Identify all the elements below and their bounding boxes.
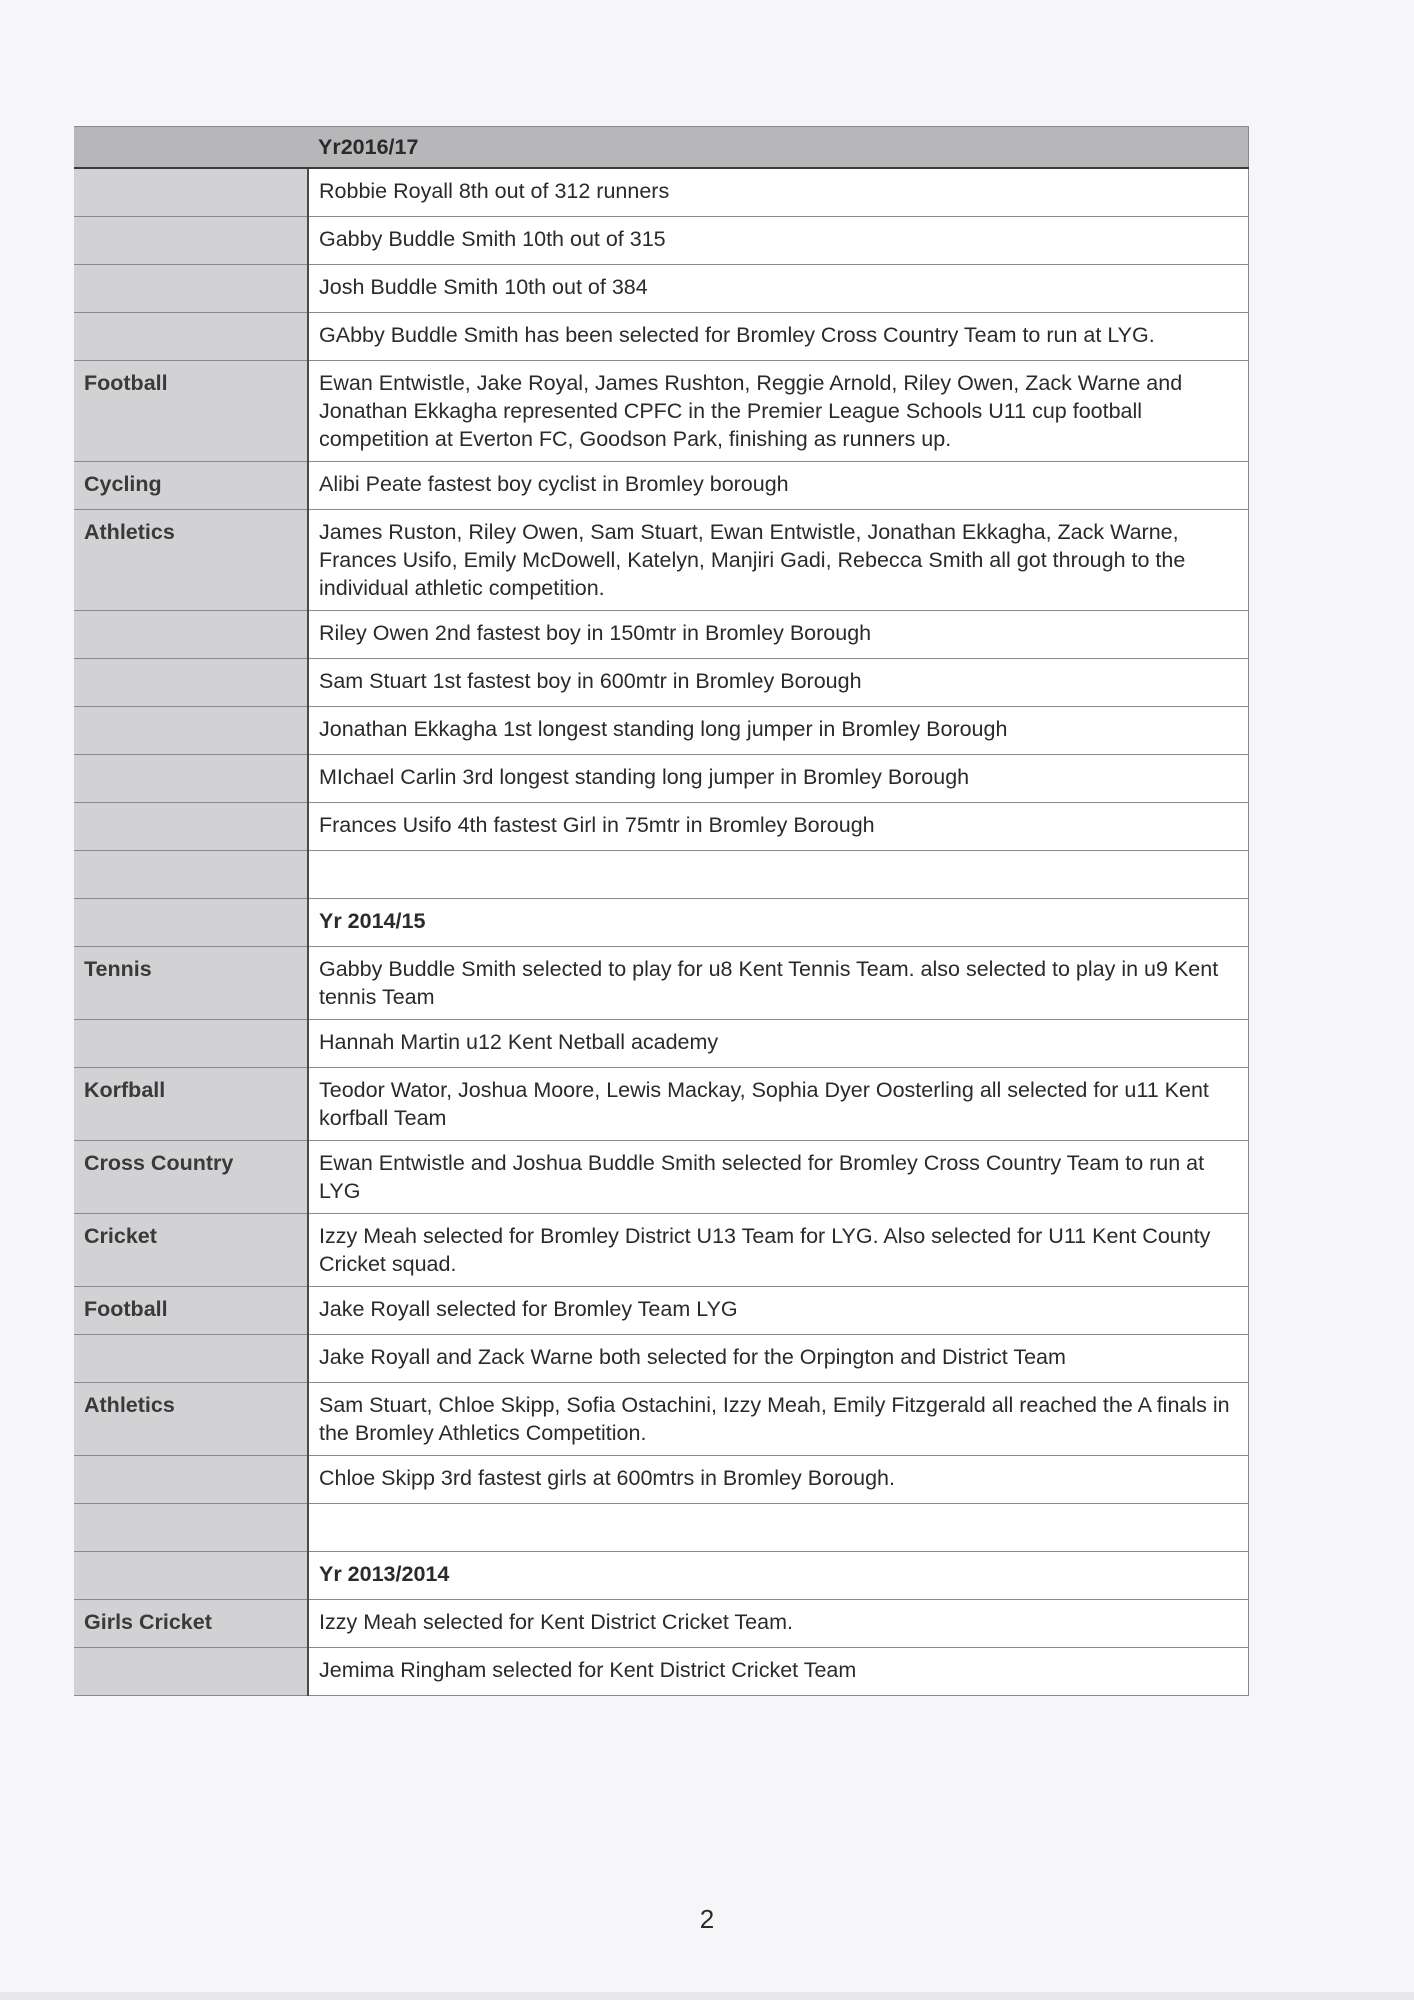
- table-row: [74, 462, 1248, 510]
- category-cell: Tennis: [74, 947, 308, 1020]
- table-row: [74, 265, 1248, 313]
- category-cell: [74, 1456, 308, 1504]
- achievement-cell: Frances Usifo 4th fastest Girl in 75mtr in Bromley Borough: [308, 803, 1248, 851]
- achievement-cell: Jemima Ringham selected for Kent District Cricket Team: [308, 1648, 1248, 1696]
- category-cell: Girls Cricket: [74, 1600, 308, 1648]
- achievement-cell: MIchael Carlin 3rd longest standing long jumper in Bromley Borough: [308, 755, 1248, 803]
- achievement-cell: Izzy Meah selected for Kent District Cricket Team.: [308, 1600, 1248, 1648]
- table-header-row: [74, 127, 1248, 169]
- blank-row: [74, 1504, 1248, 1552]
- table-row: [74, 707, 1248, 755]
- table-row: [74, 611, 1248, 659]
- table-row: [74, 659, 1248, 707]
- table-row: [74, 1214, 1248, 1287]
- achievement-cell: Teodor Wator, Joshua Moore, Lewis Mackay, Sophia Dyer Oosterling all selected for u11 Kent korfball Team: [308, 1068, 1248, 1141]
- achievement-cell: Sam Stuart, Chloe Skipp, Sofia Ostachini, Izzy Meah, Emily Fitzgerald all reached the A finals in the Bromley Athletics Competition.: [308, 1383, 1248, 1456]
- table-row: [74, 313, 1248, 361]
- category-cell: [74, 1020, 308, 1068]
- page-number: 2: [699, 1904, 715, 1934]
- achievements-table: [74, 126, 1249, 1696]
- year-heading-row: [74, 899, 1248, 947]
- category-cell: [74, 851, 308, 899]
- achievement-cell: Chloe Skipp 3rd fastest girls at 600mtrs in Bromley Borough.: [308, 1456, 1248, 1504]
- table-row: [74, 1141, 1248, 1214]
- category-cell: Cross Country: [74, 1141, 308, 1214]
- table-row: [74, 168, 1248, 217]
- table-row: [74, 510, 1248, 611]
- table-row: [74, 947, 1248, 1020]
- achievement-cell: Jake Royall and Zack Warne both selected for the Orpington and District Team: [308, 1335, 1248, 1383]
- achievement-cell: GAbby Buddle Smith has been selected for Bromley Cross Country Team to run at LYG.: [308, 313, 1248, 361]
- category-cell: Cycling: [74, 462, 308, 510]
- table-row: [74, 217, 1248, 265]
- table-row: [74, 803, 1248, 851]
- category-cell: [74, 659, 308, 707]
- category-cell: [74, 755, 308, 803]
- table-row: [74, 1287, 1248, 1335]
- table-row: [74, 1383, 1248, 1456]
- category-cell: [74, 168, 308, 217]
- achievement-cell: [308, 851, 1248, 899]
- achievement-cell: Jake Royall selected for Bromley Team LYG: [308, 1287, 1248, 1335]
- table-row: [74, 755, 1248, 803]
- table-row: [74, 1600, 1248, 1648]
- table-row: [74, 1456, 1248, 1504]
- category-cell: Football: [74, 1287, 308, 1335]
- table-row: [74, 1335, 1248, 1383]
- achievement-cell: Ewan Entwistle and Joshua Buddle Smith selected for Bromley Cross Country Team to run at LYG: [308, 1141, 1248, 1214]
- category-cell: [74, 313, 308, 361]
- year-heading-row: [74, 1552, 1248, 1600]
- category-cell: [74, 1648, 308, 1696]
- table-row: [74, 361, 1248, 462]
- category-cell: [74, 265, 308, 313]
- achievement-cell: Gabby Buddle Smith selected to play for u8 Kent Tennis Team. also selected to play in u9 Kent tennis Team: [308, 947, 1248, 1020]
- category-cell: Football: [74, 361, 308, 462]
- blank-row: [74, 851, 1248, 899]
- category-cell: [74, 611, 308, 659]
- achievement-cell: Gabby Buddle Smith 10th out of 315: [308, 217, 1248, 265]
- scan-edge: [0, 1992, 1414, 2000]
- category-cell: Korfball: [74, 1068, 308, 1141]
- achievement-cell: Josh Buddle Smith 10th out of 384: [308, 265, 1248, 313]
- category-cell: [74, 803, 308, 851]
- achievement-cell: Riley Owen 2nd fastest boy in 150mtr in Bromley Borough: [308, 611, 1248, 659]
- category-cell: Athletics: [74, 510, 308, 611]
- year-heading-cell: Yr 2013/2014: [308, 1552, 1248, 1600]
- achievements-table-body: [74, 127, 1248, 1696]
- table-row: [74, 1020, 1248, 1068]
- achievement-cell: Ewan Entwistle, Jake Royal, James Rushton, Reggie Arnold, Riley Owen, Zack Warne and Jonathan Ekkagha represented CPFC in the Premier League Schools U11 cup football competition at Everton FC, Goodson Park, finishing as runners up.: [308, 361, 1248, 462]
- achievement-cell: Hannah Martin u12 Kent Netball academy: [308, 1020, 1248, 1068]
- achievement-cell: James Ruston, Riley Owen, Sam Stuart, Ewan Entwistle, Jonathan Ekkagha, Zack Warne, Frances Usifo, Emily McDowell, Katelyn, Manjiri Gadi, Rebecca Smith all got through to the individual athletic competition.: [308, 510, 1248, 611]
- year-heading-cell: Yr 2014/15: [308, 899, 1248, 947]
- achievement-cell: Izzy Meah selected for Bromley District U13 Team for LYG. Also selected for U11 Kent County Cricket squad.: [308, 1214, 1248, 1287]
- category-cell: [74, 1335, 308, 1383]
- achievement-cell: Jonathan Ekkagha 1st longest standing long jumper in Bromley Borough: [308, 707, 1248, 755]
- header-year-cell: Yr2016/17: [308, 127, 1248, 169]
- category-cell: [74, 217, 308, 265]
- category-cell: Athletics: [74, 1383, 308, 1456]
- category-cell: [74, 707, 308, 755]
- category-cell: [74, 1552, 308, 1600]
- header-category-cell: [74, 127, 308, 169]
- achievement-cell: Robbie Royall 8th out of 312 runners: [308, 168, 1248, 217]
- table-row: [74, 1068, 1248, 1141]
- category-cell: [74, 1504, 308, 1552]
- table-row: [74, 1648, 1248, 1696]
- achievement-cell: Sam Stuart 1st fastest boy in 600mtr in Bromley Borough: [308, 659, 1248, 707]
- category-cell: [74, 899, 308, 947]
- achievement-cell: Alibi Peate fastest boy cyclist in Bromley borough: [308, 462, 1248, 510]
- category-cell: Cricket: [74, 1214, 308, 1287]
- achievement-cell: [308, 1504, 1248, 1552]
